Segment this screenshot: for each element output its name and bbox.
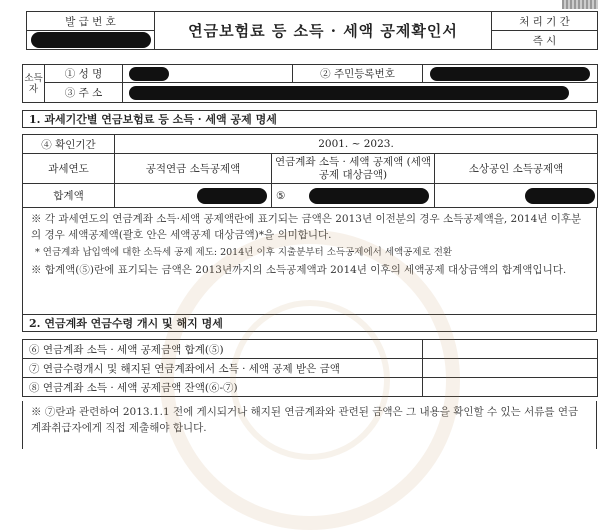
header-table — [26, 11, 598, 50]
total-pension-account — [272, 184, 435, 208]
redaction-mark — [129, 86, 569, 100]
rrn-label: ② 주민등록번호 — [293, 65, 423, 83]
col-pension-account: 연금계좌 소득 · 세액 공제액 (세액공제 대상금액) — [272, 154, 435, 184]
person-group-label: 소득자 — [23, 65, 45, 103]
total-public-pension — [115, 184, 272, 208]
row-6-value — [423, 340, 598, 359]
redaction-mark — [31, 32, 151, 48]
note-3: ※ 합계액(⑤)란에 표기되는 금액은 2013년까지의 소득공제액과 2014년 이후의 세액공제 대상금액의 합계액입니다. — [31, 263, 567, 276]
barcode-stamp — [562, 0, 598, 9]
redaction-mark — [129, 67, 169, 81]
address-label: ③ 주 소 — [45, 83, 123, 103]
notes-section1 — [22, 208, 597, 314]
row-6-label: ⑥ 연금계좌 소득 · 세액 공제금액 합계(⑤) — [23, 340, 423, 359]
person-table — [22, 64, 598, 103]
confirm-period-label: ④ 확인기간 — [23, 135, 115, 154]
total-label: 합계액 — [23, 184, 115, 208]
document-title: 연금보험료 등 소득 · 세액 공제확인서 — [155, 12, 492, 50]
redaction-mark — [430, 67, 590, 81]
circle-5-label: ⑤ — [276, 189, 286, 202]
note-1: ※ 각 과세연도의 연금계좌 소득·세액 공제액란에 표기되는 금액은 2013년 이전분의 경우 소득공제액을, 2014년 이후분의 경우 세액공제액(괄호 안은 세액공제 대상금액)*을 의미합니다. — [31, 213, 582, 241]
row-8-label: ⑧ 연금계좌 소득 · 세액 공제금액 잔액(⑥-⑦) — [23, 378, 423, 397]
redaction-mark — [525, 188, 595, 204]
row-8-value — [423, 378, 598, 397]
total-small-business — [435, 184, 598, 208]
note-2: * 연금계좌 납입액에 대한 소득세 공제 제도: 2014년 이후 지출분부터 소득공제에서 세액공제로 전환 — [35, 247, 453, 258]
row-7-value — [423, 359, 598, 378]
redaction-mark — [197, 188, 267, 204]
deduction-table — [22, 134, 598, 208]
redaction-mark — [309, 188, 429, 204]
col-public-pension: 공적연금 소득공제액 — [115, 154, 272, 184]
section1-heading: 1. 과세기간별 연금보험료 등 소득 · 세액 공제 명세 — [22, 110, 597, 128]
name-label: ① 성 명 — [45, 65, 123, 83]
rrn-value — [423, 65, 598, 83]
confirm-period-value: 2001. ~ 2023. — [115, 135, 598, 154]
issue-no-label: 발 급 번 호 — [27, 12, 155, 31]
col-small-business: 소상공인 소득공제액 — [435, 154, 598, 184]
process-period-label: 처 리 기 간 — [492, 12, 598, 31]
address-value — [123, 83, 598, 103]
process-period-value: 즉 시 — [492, 31, 598, 50]
issue-no-value — [27, 31, 155, 50]
note-4: ※ ⑦란과 관련하여 2013.1.1 전에 게시되거나 해지된 연금계좌와 관련된 금액은 그 내용을 확인할 수 있는 서류를 연금계좌취급자에게 직접 제출해야 합니다. — [31, 406, 579, 434]
section2-heading: 2. 연금계좌 연금수령 개시 및 해지 명세 — [22, 314, 597, 332]
account-table — [22, 339, 598, 397]
row-7-label: ⑦ 연금수령개시 및 해지된 연금계좌에서 소득 · 세액 공제 받은 금액 — [23, 359, 423, 378]
notes-section2 — [22, 401, 597, 449]
name-value — [123, 65, 293, 83]
col-year: 과세연도 — [23, 154, 115, 184]
